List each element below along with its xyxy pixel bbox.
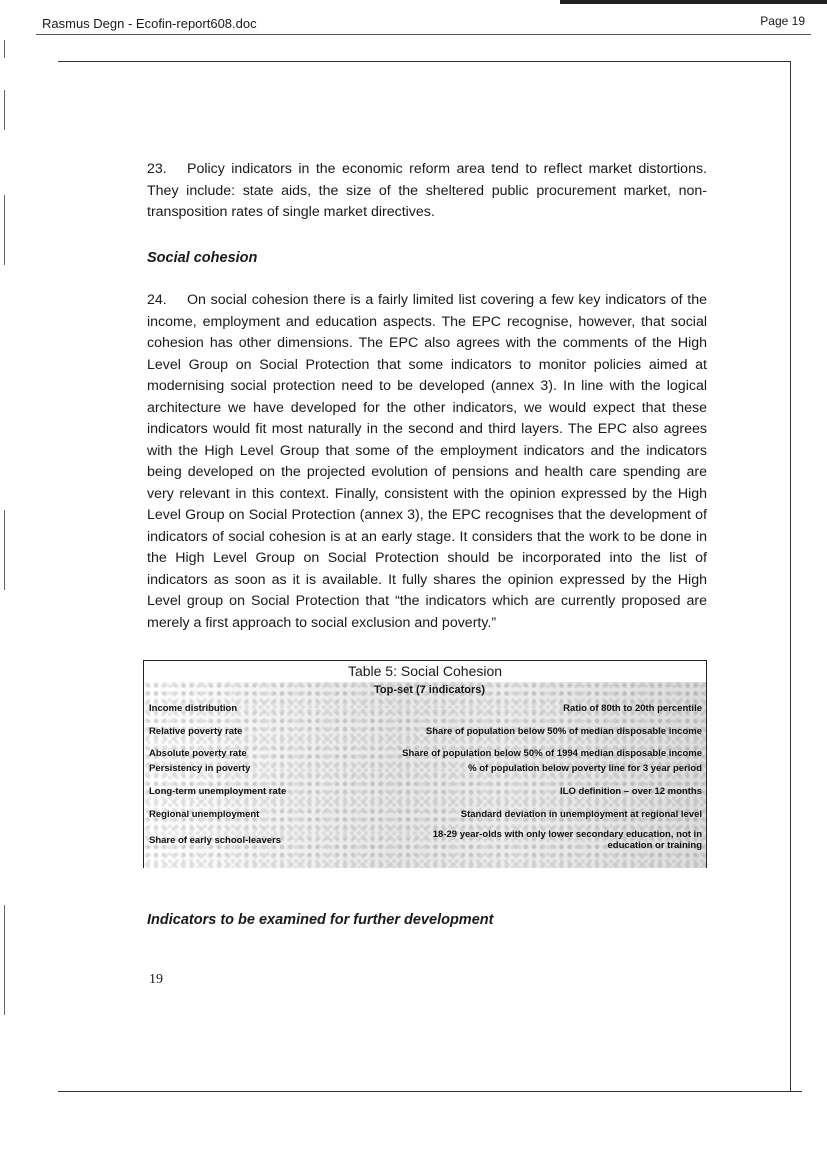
document-title: Rasmus Degn - Ecofin-report608.doc	[42, 16, 257, 31]
paragraph-text: Policy indicators in the economic reform area tend to reflect market distortions. They include: state aids, the size of the sheltered public procurement market, non-transposition rates of single market directives.	[147, 161, 707, 220]
paragraph-text: On social cohesion there is a fairly limited list covering a few key indicators of the income, employment and education aspects. The EPC recognise, however, that social cohesion has other dimensions. The EPC also agrees with the comments of the High Level Group on Social Protection that some indicators to monitor policies aimed at modernising social protection need to be developed (annex 3). In line with the logical architecture we have developed for the other indicators, we would expect that these indicators would fit most naturally in the second and third layers. The EPC also agrees with the High Level Group that some of the employment indicators and the indicators being developed on the projected evolution of pensions and health care spending are very relevant in this context. Finally, consistent with the opinion expressed by the High Level Group on Social Protection (annex 3), the EPC recognises that the development of indicators of social cohesion is at an early stage. It considers that the work to be done in the High Level Group on Social Protection should be incorporated into the list of indicators as soon as it is available. It fully shares the opinion expressed by the High Level group on Social Protection that “the indicators which are currently proposed are merely a first approach to social exclusion and poverty.”	[147, 292, 707, 631]
indicator-description-line: 18-29 year-olds with only lower secondary education, not in	[432, 829, 702, 840]
indicator-description: Share of population below 50% of 1994 median disposable income	[402, 748, 702, 759]
indicator-description-line: education or training	[607, 840, 702, 851]
indicator-description: Share of population below 50% of median disposable income	[425, 726, 702, 737]
margin-mark	[4, 905, 5, 1015]
table-title: Table 5: Social Cohesion	[144, 661, 706, 683]
paragraph-number: 24.	[147, 292, 167, 308]
indicator-label: Long-term unemployment rate	[149, 786, 287, 797]
section-heading-social-cohesion: Social cohesion	[147, 250, 258, 266]
indicator-label: Relative poverty rate	[149, 726, 243, 737]
indicator-description: ILO definition – over 12 months	[560, 786, 702, 797]
frame-top-rule	[58, 61, 790, 62]
indicator-description: Ratio of 80th to 20th percentile	[563, 703, 702, 714]
page-header	[36, 12, 811, 35]
margin-mark	[4, 40, 5, 58]
indicator-label: Income distribution	[149, 703, 238, 714]
table-subtitle: Top-set (7 indicators)	[374, 684, 486, 696]
paragraph-24	[147, 290, 707, 634]
indicator-label: Share of early school-leavers	[149, 835, 282, 846]
section-heading-further-development: Indicators to be examined for further development	[147, 912, 494, 928]
table-row	[144, 806, 706, 826]
margin-mark	[4, 510, 5, 590]
table-row	[144, 760, 706, 780]
top-edge-bar	[560, 0, 827, 4]
table-row	[144, 700, 706, 720]
frame-bottom-rule	[58, 1091, 802, 1092]
indicator-description	[433, 829, 702, 851]
margin-mark	[4, 90, 5, 130]
paragraph-23	[147, 159, 707, 224]
table-row	[144, 723, 706, 743]
table-row	[144, 783, 706, 803]
table-body	[144, 682, 706, 868]
margin-mark	[4, 195, 5, 265]
indicator-label: Regional unemployment	[149, 809, 260, 820]
page-number: 19	[149, 972, 163, 987]
indicator-label: Persistency in poverty	[149, 763, 251, 774]
paragraph-number: 23.	[147, 161, 167, 177]
frame-right-rule	[790, 61, 791, 1091]
page-label: Page 19	[760, 14, 805, 28]
social-cohesion-table	[143, 660, 707, 868]
indicator-label: Absolute poverty rate	[149, 748, 247, 759]
indicator-description: % of population below poverty line for 3 year period	[468, 763, 702, 774]
table-row	[144, 829, 706, 855]
indicator-description: Standard deviation in unemployment at regional level	[460, 809, 702, 820]
